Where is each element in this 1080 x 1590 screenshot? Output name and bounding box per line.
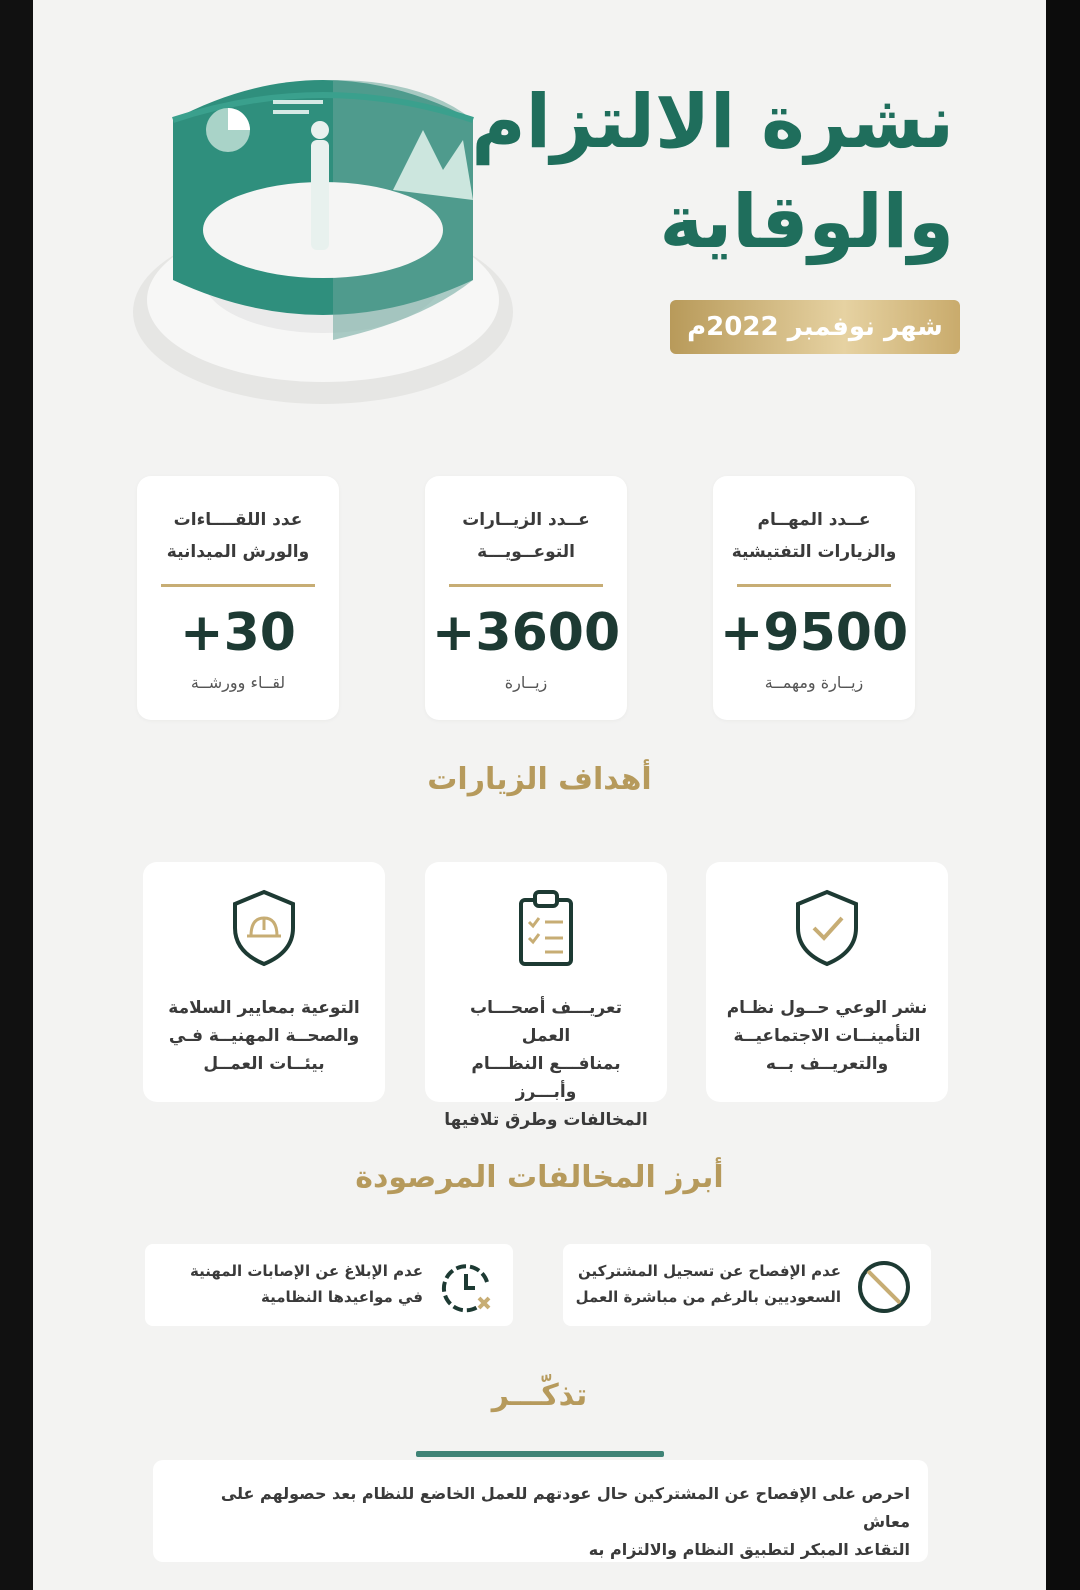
remember-title: تذكّـــر (491, 1378, 588, 1413)
divider (449, 584, 603, 587)
stat-label-line-2: والورش الميدانية (166, 542, 310, 562)
goal-line: بيئــات العمــل (203, 1054, 325, 1074)
violation-card-registration (563, 1244, 931, 1326)
violation-line: في مواعيدها النظامية (261, 1288, 423, 1306)
stat-label (713, 504, 915, 568)
shield-check-icon (792, 888, 862, 968)
stat-card-awareness-visits (425, 476, 627, 720)
right-edge-bar (1046, 0, 1080, 1590)
title-line-2: والوقاية (659, 179, 954, 265)
goal-line: المخالفات وطرق تلافيها (444, 1110, 648, 1130)
stat-label-line-1: عــدد المهــام (757, 510, 871, 530)
page-title (434, 72, 954, 272)
remember-divider (416, 1451, 664, 1457)
shield-helmet-icon (229, 888, 299, 968)
violation-line: السعوديين بالرغم من مباشرة العمل (575, 1288, 841, 1306)
remember-line: احرص على الإفصاح عن المشتركين حال عودتهم للعمل الخاضع للنظام بعد حصولهم على معاش (220, 1484, 910, 1531)
clipboard-icon (511, 888, 581, 968)
violations-title: أبرز المخالفات المرصودة (355, 1160, 724, 1195)
goals-title: أهداف الزيارات (427, 762, 652, 797)
violation-line: عدم الإفصاح عن تسجيل المشتركين (577, 1262, 841, 1280)
stat-value: +3600 (431, 603, 621, 663)
title-line-1: نشرة الالتزام (471, 79, 954, 165)
stat-label-line-2: والزيارات التفتيشية (731, 542, 897, 562)
divider (737, 584, 891, 587)
goal-line: بمنافـــع النظـــام وأبـــرز (471, 1054, 621, 1102)
divider (161, 584, 315, 587)
stat-value: +30 (180, 603, 296, 663)
goal-line: والصحــة المهنيــة فـي (168, 1026, 360, 1046)
remember-card (153, 1460, 928, 1562)
stat-value: +9500 (719, 603, 909, 663)
infographic-page (33, 0, 1046, 1590)
remember-text (171, 1480, 910, 1564)
stat-label (137, 504, 339, 568)
goal-line: التأمينــات الاجتماعيــة (733, 1026, 921, 1046)
goal-line: تعريـــف أصحـــاب العمل (470, 998, 622, 1046)
stat-label-line-2: التوعــويـــة (477, 542, 575, 562)
goal-card-employers (425, 862, 667, 1130)
goal-line: التوعية بمعايير السلامة (168, 998, 360, 1018)
violation-line: عدم الإبلاغ عن الإصابات المهنية (190, 1262, 423, 1280)
stat-unit: زيــارة ومهمــة (764, 673, 864, 692)
stat-card-workshops (137, 476, 339, 720)
goal-text (443, 994, 649, 1134)
stat-label-line-1: عــدد الزيــارات (462, 510, 590, 530)
goal-text (724, 994, 930, 1078)
month-badge: شهر نوفمبر 2022م (670, 300, 960, 354)
goal-line: نشر الوعي حــول نظـام (726, 998, 928, 1018)
goal-card-safety (143, 862, 385, 1102)
goal-text (161, 994, 367, 1078)
stat-card-inspections (713, 476, 915, 720)
violation-text (576, 1258, 841, 1310)
violation-text (190, 1258, 423, 1310)
stat-label-line-1: عدد اللقــــاءات (173, 510, 303, 530)
stat-unit: زيــارة (504, 673, 548, 692)
clock-cancel-icon (437, 1258, 495, 1316)
goal-line: والتعريــف بــه (765, 1054, 889, 1074)
goal-card-awareness (706, 862, 948, 1102)
remember-line: التقاعد المبكر لتطبيق النظام والالتزام به (588, 1540, 910, 1559)
prohibited-icon (855, 1258, 913, 1316)
violation-card-injuries (145, 1244, 513, 1326)
stat-label (425, 504, 627, 568)
stat-unit: لقــاء وورشــة (190, 673, 286, 692)
